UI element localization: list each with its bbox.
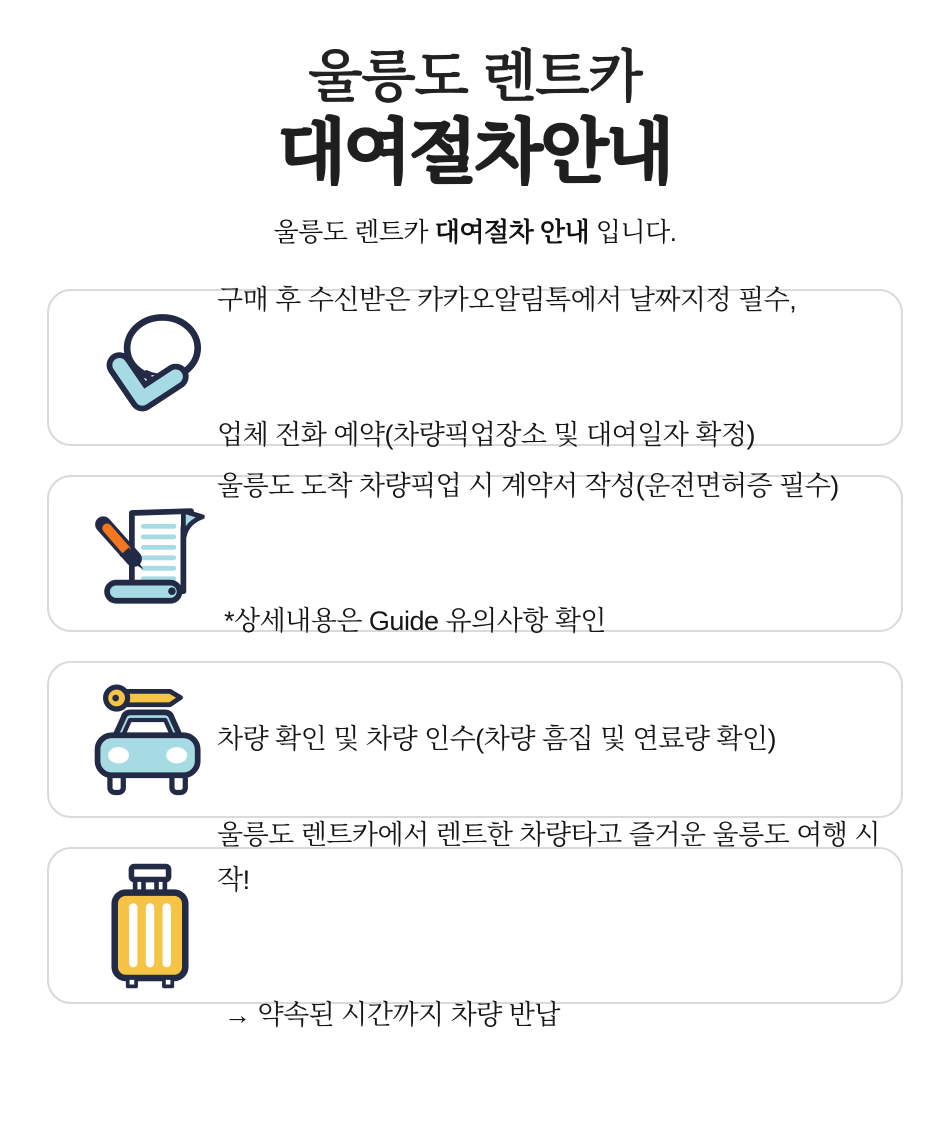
subtitle-suffix: 입니다. xyxy=(589,217,677,248)
page-title-emphasis: 대여절차안내 xyxy=(278,112,672,191)
step-text-line: 구매 후 수신받은 카카오알림톡에서 날짜지정 필수, xyxy=(217,284,797,315)
step-list xyxy=(47,284,903,1031)
step-card-contract xyxy=(47,470,903,636)
phone-chat-icon xyxy=(83,298,217,438)
step-text xyxy=(217,723,901,1128)
step-text-line: 울릉도 도착 차량픽업 시 계약서 작성(운전면허증 필수) xyxy=(217,470,839,501)
step-text-line: 울릉도 렌트카에서 렌트한 차량타고 즐거운 울릉도 여행 시작! xyxy=(217,820,880,896)
subtitle-prefix: 울릉도 렌트카 xyxy=(273,217,435,248)
car-key-icon xyxy=(83,670,217,810)
step-card-trip-return xyxy=(47,820,903,1031)
contract-writing-icon xyxy=(83,484,217,624)
page-title: 울릉도 렌트카 xyxy=(308,45,642,108)
step-text-line: → 약속된 시간까지 차량 반납 xyxy=(217,1000,560,1031)
subtitle-bold: 대여절차 안내 xyxy=(434,217,590,248)
step-text-line: *상세내용은 Guide 유의사항 확인 xyxy=(217,605,606,636)
suitcase-icon xyxy=(83,856,217,996)
step-text-line: 업체 전화 예약(차량픽업장소 및 대여일자 확정) xyxy=(217,419,756,450)
step-text-line: 차량 확인 및 차량 인수(차량 흠집 및 연료량 확인) xyxy=(217,724,777,755)
